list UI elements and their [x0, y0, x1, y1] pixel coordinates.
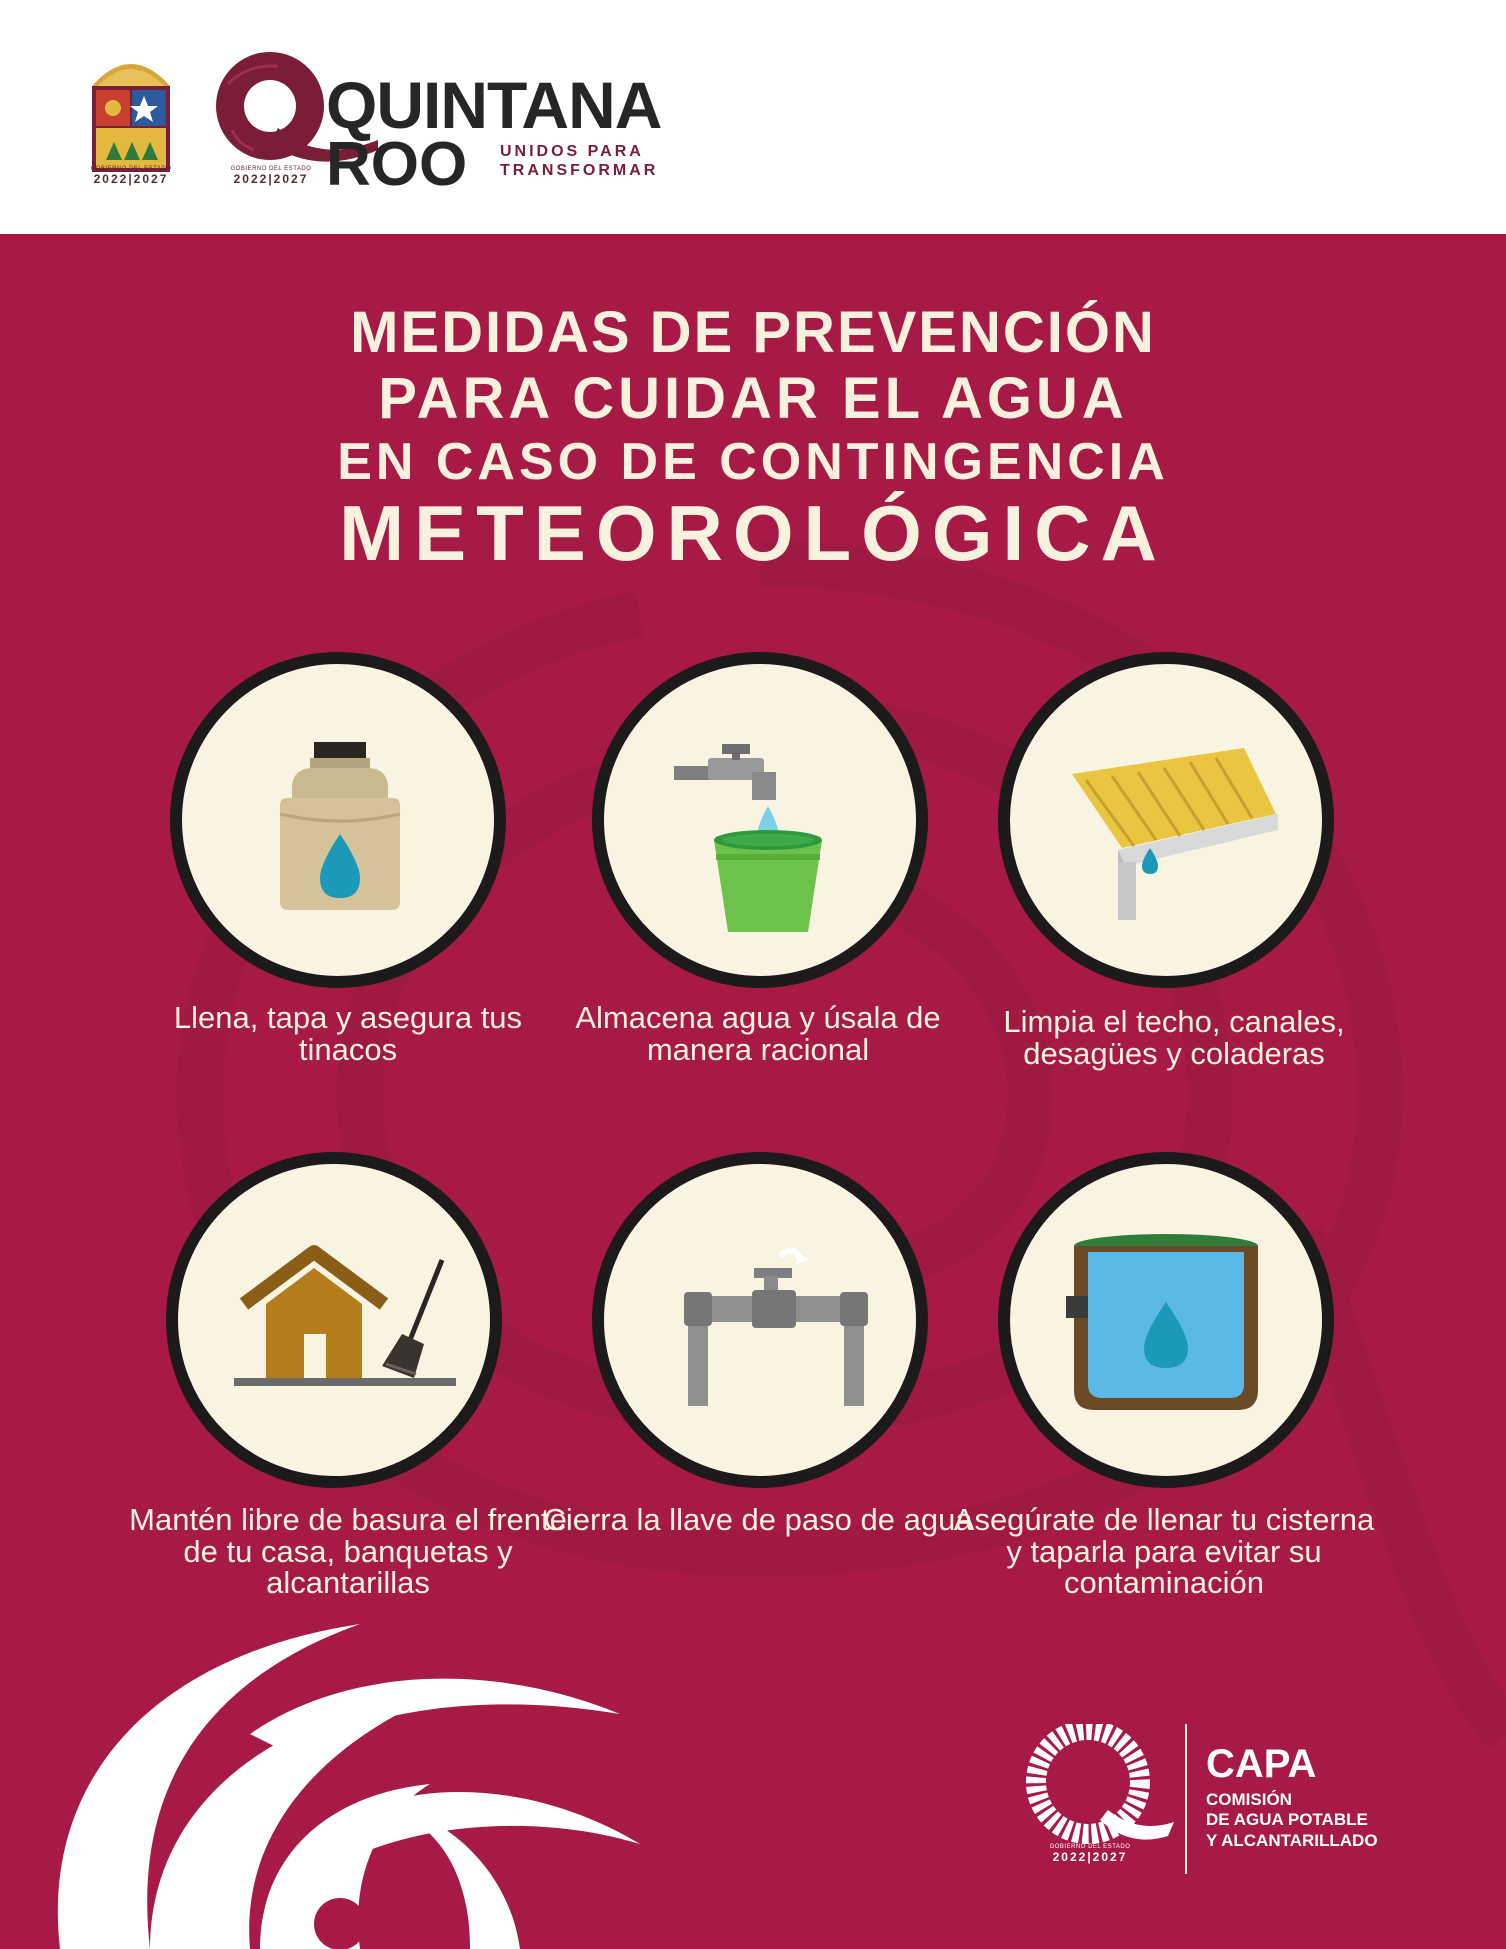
logo-caption-years: 2022|2027: [233, 172, 309, 186]
title-line-4: METEOROLÓGICA: [339, 489, 1167, 577]
logo-caption: [216, 166, 326, 186]
measure-6-text: Asegúrate de llenar tu cisterna y taparla para evitar su contaminación: [953, 1502, 1375, 1601]
title-line-1: MEDIDAS DE PREVENCIÓN: [350, 300, 1156, 365]
measure-4-circle: [166, 1152, 502, 1488]
house-broom-icon: [178, 1164, 490, 1476]
capa-full-name: [1206, 1790, 1378, 1851]
title-line-3: EN CASO DE CONTINGENCIA: [337, 433, 1169, 491]
gov-caption-years: 2022|2027: [1052, 1850, 1128, 1864]
measure-1-circle: [170, 652, 506, 988]
measure-2-circle: [592, 652, 928, 988]
shutoff-valve-icon: [604, 1164, 916, 1476]
title-line-2: PARA CUIDAR EL AGUA: [378, 366, 1128, 431]
gov-caption-small: GOBIERNO DEL ESTADO: [1049, 1844, 1131, 1850]
roof-gutter-icon: [1010, 664, 1322, 976]
logo-tagline-line1: UNIDOS PARA: [500, 143, 644, 160]
measure-4-text: Mantén libre de basura el frente de tu casa, banquetas y alcantarillas: [129, 1502, 567, 1601]
measure-2-text: Almacena agua y úsala de manera racional: [575, 1000, 941, 1067]
logo-tagline: [500, 142, 658, 180]
logo-tagline-line2: TRANSFORMAR: [500, 162, 659, 180]
poster-title: [0, 300, 1506, 577]
capa-line-2: DE AGUA POTABLE: [1206, 1810, 1368, 1830]
cistern-icon: [1010, 1164, 1322, 1476]
logo-word-quintana: QUINTANA: [326, 68, 662, 142]
capa-logo-block: [1010, 1724, 1430, 1884]
crest-caption-years: 2022|2027: [93, 172, 169, 186]
capa-acronym: CAPA: [1206, 1742, 1317, 1786]
crest-caption-small: GOBIERNO DEL ESTADO: [90, 166, 172, 172]
capa-line-1: COMISIÓN: [1206, 1790, 1292, 1809]
logo-caption-small: GOBIERNO DEL ESTADO: [230, 166, 312, 172]
measure-3-text: Limpia el techo, canales, desagües y coladeras: [1003, 1004, 1345, 1071]
header: [0, 0, 1506, 232]
logo-word-roo: ROO: [326, 130, 468, 199]
capa-line-3: Y ALCANTARILLADO: [1206, 1830, 1378, 1850]
measure-5-circle: [592, 1152, 928, 1488]
gov-caption: [1020, 1844, 1160, 1864]
government-q-emblem-icon: [1018, 1724, 1178, 1849]
capa-divider: [1185, 1724, 1187, 1874]
measure-5-text: Cierra la llave de paso de agua: [543, 1502, 973, 1537]
measure-3-circle: [998, 652, 1334, 988]
poster-panel: [0, 234, 1506, 1949]
faucet-bucket-icon: [604, 664, 916, 976]
water-tank-icon: [182, 664, 494, 976]
crest-caption: [78, 166, 184, 186]
measure-6-circle: [998, 1152, 1334, 1488]
measure-1-text: Llena, tapa y asegura tus tinacos: [173, 1000, 523, 1067]
state-crest-icon: [84, 46, 178, 186]
quintana-roo-logo: [208, 44, 678, 199]
